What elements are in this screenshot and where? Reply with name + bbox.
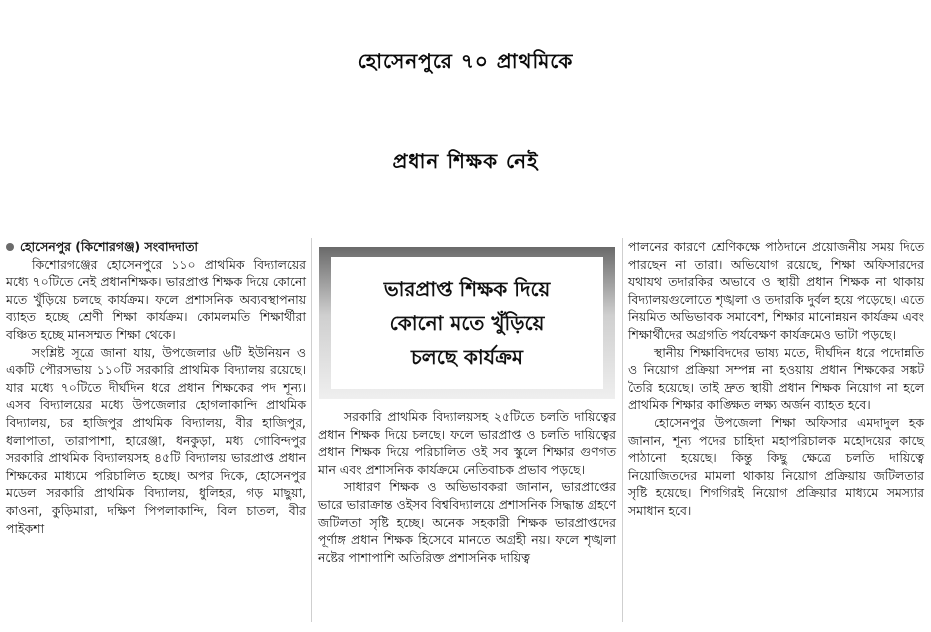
paragraph: পালনের কারণে শ্রেণিকক্ষে পাঠদানে প্রয়োজনীয় সময় দিতে পারছেন না তারা। অভিযোগ রয়েছে, শিক্ষা অফিসারদের যথাযথ তদারকির অভাবে ও স্থায়ী প্রধান শিক্ষক না থাকায় বিদ্যালয়গুলোতে শৃঙ্খলা ও তদারকি দুর্বল হয়ে পড়েছে। এতে নিয়মিত অভিভাবক সমাবেশ, শিক্ষার মানোন্নয়ন কার্যক্রম এবং শিক্ষার্থীদের অগ্রগতি পর্যবেক্ষণ কার্যক্রমেও ভাটা পড়ছে। xyxy=(628,239,924,342)
paragraph: সরকারি প্রাথমিক বিদ্যালয়সহ ২৫টিতে চলতি দায়িত্বের প্রধান শিক্ষক দিয়ে চলছে। ফলে ভারপ্রাপ্ত ও চলতি দায়িত্বের প্রধান শিক্ষক দিয়ে পরিচালিত ওই সব স্কুলে শিক্ষার গুণগত মান এবং প্রশাসনিক কার্যক্রমে নেতিবাচক প্রভাব পড়ছে। xyxy=(318,409,616,477)
paragraph: সংশ্লিষ্ট সূত্রে জানা যায়, উপজেলার ৬টি ইউনিয়ন ও একটি পৌরসভায় ১১০টি সরকারি প্রাথমিক বিদ্যালয় রয়েছে। যার মধ্যে ৭০টিতে দীর্ঘদিন ধরে প্রধান শিক্ষকের পদ শূন্য। এসব বিদ্যালয়ের মধ্যে উপজেলার হোগলাকান্দি প্রাথমিক বিদ্যালয়, চর হাজিপুর প্রাথমিক বিদ্যালয়, বীর হাজিপুর, ধলাপাতা, তারাপাশা, হারেঞ্জা, ধনকুড়া, মধ্য গোবিন্দপুর সরকারি প্রাথমিক বিদ্যালয়সহ ৪৫টি বিদ্যালয় ভারপ্রাপ্ত প্রধান শিক্ষকের মাধ্যমে পরিচালিত হচ্ছে। অপর দিকে, হোসেনপুর মডেল সরকারি প্রাথমিক বিদ্যালয়, ধুলিহর, গড় মাছুয়া, কাওনা, কুড়িমারা, দক্ষিণ পিপলাকান্দি, বিল চাতল, বীর পাইকশা xyxy=(6,344,306,536)
pull-quote-line: চলছে কার্যক্রম xyxy=(411,345,523,369)
article-column-2 xyxy=(318,408,616,566)
byline xyxy=(6,238,306,256)
paragraph: স্থানীয় শিক্ষাবিদদের ভাষ্য মতে, দীর্ঘদিন ধরে পদোন্নতি ও নিয়োগ প্রক্রিয়া সম্পন্ন না হওয়ায় প্রধান শিক্ষকের সঙ্কট তৈরি হয়েছে। তাই দ্রুত স্থায়ী প্রধান শিক্ষক নিয়োগ না হলে প্রাথমিক শিক্ষার কাঙ্ক্ষিত লক্ষ্য অর্জন ব্যাহত হবে। xyxy=(628,344,924,413)
paragraph: কিশোরগঞ্জের হোসেনপুরে ১১০ প্রাথমিক বিদ্যালয়ের মধ্যে ৭০টিতে নেই প্রধানশিক্ষক। ভারপ্রাপ্ত শিক্ষক দিয়ে কোনো মতে খুঁড়িয়ে চলছে কার্যক্রম। ফলে প্রশাসনিক অব্যবস্থাপনায় ব্যাহত হচ্ছে শ্রেণী শিক্ষা কার্যক্রম। কোমলমতি শিক্ষার্থীরা বঞ্চিত হচ্ছে মানসম্মত শিক্ষা থেকে। xyxy=(6,256,306,342)
column-divider xyxy=(311,238,312,622)
paragraph: সাধারণ শিক্ষক ও অভিভাবকরা জানান, ভারপ্রাপ্তের ভারে ভারাক্রান্ত ওইসব বিশ্ববিদ্যালয়ে প্রশাসনিক সিদ্ধান্ত গ্রহণে জটিলতা সৃষ্টি হচ্ছে। অনেক সহকারী শিক্ষক ভারপ্রাপ্তদের পূর্ণাঙ্গ প্রধান শিক্ষক হিসেবে মানতে অগ্রহী নয়। ফলে শৃঙ্খলা নষ্টের পাশাপাশি অতিরিক্ত প্রশাসনিক দায়িত্ব xyxy=(318,479,616,565)
pull-quote-box xyxy=(331,257,603,389)
paragraph: হোসেনপুর উপজেলা শিক্ষা অফিসার এমদাদুল হক জানান, শূন্য পদের চাহিদা মহাপরিচালক মহোদয়ের কাছে পাঠানো হয়েছে। কিন্তু কিছু ক্ষেত্রে চলতি দায়িত্বে নিয়োজিতদের মামলা থাকায় নিয়োগ প্রক্রিয়ায় জটিলতার সৃষ্টি হয়েছে। শিগগিরই নিয়োগ প্রক্রিয়ার মাধ্যমে সমস্যার সমাধান হবে। xyxy=(628,414,924,518)
headline-line-2: প্রধান শিক্ষক নেই xyxy=(392,149,539,173)
column-divider xyxy=(622,238,623,622)
bullet-icon xyxy=(6,243,14,251)
headline-line-1: হোসেনপুরে ৭০ প্রাথমিকে xyxy=(357,49,574,73)
article-column-1 xyxy=(6,238,306,537)
pull-quote-line: ভারপ্রাপ্ত শিক্ষক দিয়ে xyxy=(383,277,551,301)
pull-quote xyxy=(319,247,615,399)
article-column-3 xyxy=(628,238,924,520)
pull-quote-line: কোনো মতে খুঁড়িয়ে xyxy=(389,311,545,335)
byline-text: হোসেনপুর (কিশোরগঞ্জ) সংবাদদাতা xyxy=(20,239,199,254)
